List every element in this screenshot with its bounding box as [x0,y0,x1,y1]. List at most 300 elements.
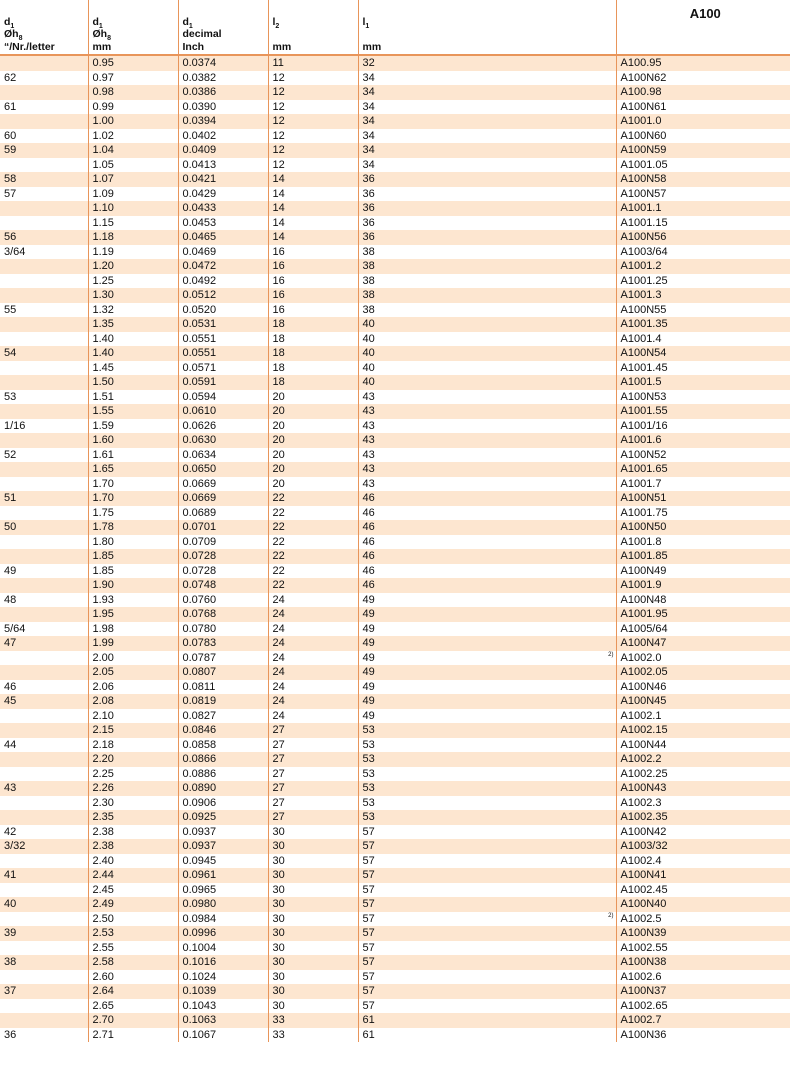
article-code: A1002.6 [620,970,662,983]
table-row [0,375,790,390]
flute-length-cell: 22 [268,491,358,506]
flute-length-cell: 27 [268,810,358,825]
article-code: A100N47 [620,637,667,649]
flute-length-cell: 11 [268,55,358,71]
size-cell [0,404,88,419]
table-row [0,520,790,535]
article-code-cell [616,506,790,521]
diameter-inch-cell: 0.0429 [178,187,268,202]
article-code: A1003/32 [620,840,668,852]
article-code: A1001.5 [620,376,662,388]
size-cell [0,941,88,956]
size-cell: 55 [0,303,88,318]
size-cell [0,55,88,71]
diameter-mm-cell: 1.05 [88,158,178,173]
overall-length-cell: 34 [358,129,616,144]
table-row [0,622,790,637]
table-row [0,506,790,521]
header-symbol: d [92,15,99,28]
diameter-mm-cell: 1.35 [88,317,178,332]
flute-length-cell: 20 [268,404,358,419]
article-code: A1002.3 [620,796,662,809]
overall-length-cell: 61 [358,1028,616,1043]
size-cell [0,1013,88,1028]
overall-length-cell: 49 [358,651,616,666]
diameter-inch-cell: 0.0819 [178,694,268,709]
diameter-inch-cell: 0.0890 [178,781,268,796]
table-row [0,259,790,274]
diameter-mm-cell: 1.99 [88,636,178,651]
article-code: A1002.25 [620,767,668,780]
size-cell [0,999,88,1014]
table-row [0,897,790,912]
article-code: A1001.2 [620,260,662,272]
article-code: A100N58 [620,173,667,185]
diameter-mm-cell: 0.95 [88,55,178,71]
diameter-inch-cell: 0.1016 [178,955,268,970]
diameter-inch-cell: 0.1043 [178,999,268,1014]
diameter-inch-cell: 0.0807 [178,665,268,680]
article-code: A100N36 [620,1028,667,1041]
overall-length-cell: 49 [358,680,616,695]
diameter-mm-cell: 2.26 [88,781,178,796]
table-row [0,868,790,883]
table-row [0,491,790,506]
article-code: A1002.4 [620,854,662,867]
table-row [0,274,790,289]
table-row [0,346,790,361]
header-tolerance: Øh [4,28,19,40]
diameter-inch-cell: 0.0669 [178,477,268,492]
article-code: A100N38 [620,956,667,968]
article-code-cell [616,390,790,405]
article-code-cell [616,665,790,680]
overall-length-cell: 49 [358,593,616,608]
article-code: A100N53 [620,390,667,403]
flute-length-cell: 30 [268,897,358,912]
overall-length-cell: 53 [358,796,616,811]
article-code-cell [616,593,790,608]
diameter-inch-cell: 0.0937 [178,825,268,840]
size-cell [0,216,88,231]
article-code-cell [616,55,790,71]
article-code: A1005/64 [620,622,668,635]
diameter-inch-cell: 0.0846 [178,723,268,738]
table-row [0,607,790,622]
overall-length-cell: 57 [358,825,616,840]
article-code-cell [616,216,790,231]
table-row [0,723,790,738]
diameter-inch-cell: 0.0827 [178,709,268,724]
article-code-cell [616,85,790,100]
overall-length-cell: 38 [358,303,616,318]
overall-length-cell: 36 [358,201,616,216]
diameter-inch-cell: 0.0866 [178,752,268,767]
article-code: A100N62 [620,71,667,84]
article-code-cell [616,491,790,506]
overall-length-cell: 53 [358,723,616,738]
diameter-mm-cell: 1.85 [88,549,178,564]
article-code: A1002.7 [620,1014,662,1026]
flute-length-cell: 30 [268,941,358,956]
article-code: A1001/16 [620,419,668,432]
size-cell: 52 [0,448,88,463]
overall-length-cell: 34 [358,71,616,86]
article-code: A1001.35 [620,318,668,330]
diameter-mm-cell: 1.55 [88,404,178,419]
table-row [0,825,790,840]
article-code: A100N54 [620,347,667,359]
table-row [0,738,790,753]
diameter-inch-cell: 0.0937 [178,839,268,854]
diameter-inch-cell: 0.0394 [178,114,268,129]
flute-length-cell: 18 [268,346,358,361]
diameter-mm-cell: 1.20 [88,259,178,274]
size-cell: 39 [0,926,88,941]
article-code-cell [616,477,790,492]
table-row [0,448,790,463]
diameter-inch-cell: 0.0906 [178,796,268,811]
table-row [0,390,790,405]
flute-length-cell: 22 [268,506,358,521]
diameter-inch-cell: 0.0469 [178,245,268,260]
article-code: A100.98 [620,86,662,98]
size-cell [0,549,88,564]
table-row [0,404,790,419]
article-code: A1002.55 [620,941,668,954]
diameter-inch-cell: 0.0748 [178,578,268,593]
size-cell [0,85,88,100]
diameter-mm-cell: 0.98 [88,85,178,100]
overall-length-cell: 46 [358,520,616,535]
article-code-cell [616,578,790,593]
diameter-mm-cell: 1.78 [88,520,178,535]
flute-length-cell: 24 [268,593,358,608]
size-cell [0,158,88,173]
diameter-inch-cell: 0.0787 [178,651,268,666]
article-code: A100N61 [620,100,667,113]
flute-length-cell: 12 [268,100,358,115]
diameter-inch-cell: 0.1067 [178,1028,268,1043]
size-cell: 60 [0,129,88,144]
article-code: A1001.25 [620,274,668,287]
footnote-marker: 2) [608,912,614,919]
size-cell [0,332,88,347]
table-row [0,332,790,347]
table-row [0,593,790,608]
diameter-inch-cell: 0.0453 [178,216,268,231]
diameter-inch-cell: 0.0768 [178,607,268,622]
flute-length-cell: 27 [268,796,358,811]
diameter-mm-cell: 2.44 [88,868,178,883]
diameter-mm-cell: 0.97 [88,71,178,86]
article-code: A100N46 [620,680,667,693]
flute-length-cell: 24 [268,665,358,680]
size-cell [0,433,88,448]
diameter-mm-cell: 1.95 [88,607,178,622]
header-unit: mm [362,40,382,53]
article-code: A1002.2 [620,753,662,765]
flute-length-cell: 12 [268,143,358,158]
overall-length-cell: 38 [358,274,616,289]
overall-length-cell: 53 [358,781,616,796]
overall-length-cell: 49 [358,709,616,724]
article-code: A1001.1 [620,202,662,214]
article-code-cell [616,926,790,941]
size-cell [0,796,88,811]
overall-length-cell: 57 [358,883,616,898]
size-cell [0,912,88,927]
header-symbol: l [272,15,276,28]
article-code-cell [616,680,790,695]
diameter-inch-cell: 0.0551 [178,332,268,347]
article-code: A1002.1 [620,709,662,722]
flute-length-cell: 24 [268,651,358,666]
article-code-cell [616,970,790,985]
size-cell: 53 [0,390,88,405]
header-symbol-subscript: 1 [365,22,370,30]
table-row [0,549,790,564]
overall-length-cell: 61 [358,1013,616,1028]
table-row [0,941,790,956]
flute-length-cell: 16 [268,259,358,274]
article-code-cell [616,462,790,477]
table-row [0,187,790,202]
size-cell [0,752,88,767]
article-code: A1002.5 [620,912,662,925]
diameter-mm-cell: 1.65 [88,462,178,477]
overall-length-cell: 46 [358,506,616,521]
overall-length-cell: 57 [358,854,616,869]
table-row [0,433,790,448]
article-code-cell [616,738,790,753]
flute-length-cell: 33 [268,1028,358,1043]
header-article-code: A100 [616,0,790,55]
diameter-inch-cell: 0.0728 [178,549,268,564]
diameter-inch-cell: 0.0886 [178,767,268,782]
diameter-mm-cell: 1.15 [88,216,178,231]
diameter-inch-cell: 0.1004 [178,941,268,956]
diameter-inch-cell: 0.0512 [178,288,268,303]
size-cell [0,201,88,216]
flute-length-cell: 16 [268,245,358,260]
flute-length-cell: 14 [268,187,358,202]
diameter-mm-cell: 2.20 [88,752,178,767]
overall-length-cell: 57 [358,868,616,883]
diameter-inch-cell: 0.1039 [178,984,268,999]
table-row [0,172,790,187]
article-code: A1001.8 [620,535,662,548]
overall-length-cell: 34 [358,143,616,158]
size-cell: 48 [0,593,88,608]
table-body [0,55,790,1042]
overall-length-cell: 57 [358,984,616,999]
size-cell [0,578,88,593]
flute-length-cell: 30 [268,970,358,985]
diameter-mm-cell: 1.40 [88,332,178,347]
flute-length-cell: 16 [268,303,358,318]
diameter-inch-cell: 0.0492 [178,274,268,289]
diameter-inch-cell: 0.0465 [178,230,268,245]
diameter-inch-cell: 0.0472 [178,259,268,274]
table-row [0,245,790,260]
table-row [0,201,790,216]
article-code: A100N60 [620,129,667,142]
size-cell: 45 [0,694,88,709]
diameter-mm-cell: 1.00 [88,114,178,129]
table-row [0,55,790,71]
size-cell [0,970,88,985]
diameter-inch-cell: 0.0760 [178,593,268,608]
diameter-inch-cell: 0.0925 [178,810,268,825]
flute-length-cell: 18 [268,317,358,332]
size-cell [0,361,88,376]
diameter-mm-cell: 2.65 [88,999,178,1014]
overall-length-cell: 53 [358,738,616,753]
overall-length-cell: 53 [358,767,616,782]
size-cell [0,259,88,274]
size-cell [0,651,88,666]
table-row [0,955,790,970]
size-cell: 38 [0,955,88,970]
size-cell: 40 [0,897,88,912]
article-code-cell [616,274,790,289]
overall-length-cell: 36 [358,187,616,202]
overall-length-cell: 53 [358,810,616,825]
table-row [0,883,790,898]
flute-length-cell: 27 [268,723,358,738]
table-row [0,926,790,941]
size-cell: 42 [0,825,88,840]
overall-length-cell: 43 [358,462,616,477]
footnote-marker: 2) [608,651,614,658]
header-symbol: d [4,15,11,28]
diameter-inch-cell: 0.0374 [178,55,268,71]
header-symbol-subscript: 2 [275,22,280,30]
article-code-cell [616,129,790,144]
flute-length-cell: 33 [268,1013,358,1028]
article-code-cell [616,259,790,274]
flute-length-cell: 16 [268,274,358,289]
diameter-inch-cell: 0.0594 [178,390,268,405]
size-cell: 1/16 [0,419,88,434]
overall-length-cell: 49 [358,636,616,651]
table-row [0,303,790,318]
flute-length-cell: 30 [268,926,358,941]
flute-length-cell: 12 [268,158,358,173]
article-code-cell [616,810,790,825]
article-code-cell [616,622,790,637]
article-code-cell [616,549,790,564]
diameter-inch-cell: 0.0433 [178,201,268,216]
flute-length-cell: 24 [268,694,358,709]
header-tolerance: Øh [92,28,108,40]
article-code: A1002.15 [620,724,668,736]
article-code: A100N37 [620,985,667,997]
size-cell [0,810,88,825]
diameter-inch-cell: 0.0390 [178,100,268,115]
diameter-inch-cell: 0.0728 [178,564,268,579]
overall-length-cell: 49 [358,622,616,637]
article-code-cell [616,520,790,535]
diameter-mm-cell: 2.15 [88,723,178,738]
table-row [0,317,790,332]
diameter-mm-cell: 1.30 [88,288,178,303]
overall-length-cell: 34 [358,85,616,100]
diameter-mm-cell: 2.00 [88,651,178,666]
size-cell: 41 [0,868,88,883]
overall-length-cell: 36 [358,230,616,245]
diameter-mm-cell: 2.45 [88,883,178,898]
overall-length-cell: 49 [358,694,616,709]
diameter-inch-cell: 0.0709 [178,535,268,550]
table-row [0,839,790,854]
size-cell [0,477,88,492]
table-row [0,781,790,796]
flute-length-cell: 22 [268,549,358,564]
diameter-mm-cell: 1.40 [88,346,178,361]
overall-length-cell: 46 [358,491,616,506]
article-code: A1001.6 [620,434,662,446]
flute-length-cell: 22 [268,564,358,579]
article-code: A100N59 [620,144,667,156]
overall-length-cell: 43 [358,390,616,405]
size-cell: 37 [0,984,88,999]
diameter-inch-cell: 0.0701 [178,520,268,535]
article-code-cell [616,535,790,550]
article-code: A1001.75 [620,506,668,519]
diameter-mm-cell: 2.58 [88,955,178,970]
table-row [0,158,790,173]
article-code: A1001.45 [620,361,668,374]
size-cell: 43 [0,781,88,796]
diameter-mm-cell: 1.75 [88,506,178,521]
flute-length-cell: 30 [268,999,358,1014]
diameter-mm-cell: 1.25 [88,274,178,289]
article-code-cell [616,709,790,724]
overall-length-cell: 34 [358,114,616,129]
table-row [0,85,790,100]
table-row [0,709,790,724]
diameter-mm-cell: 1.59 [88,419,178,434]
table-row [0,129,790,144]
article-code: A100N52 [620,448,667,461]
overall-length-cell: 34 [358,158,616,173]
article-code-cell [616,1013,790,1028]
article-code: A1001.9 [620,579,662,591]
flute-length-cell: 24 [268,607,358,622]
flute-length-cell: 30 [268,955,358,970]
article-code: A1002.0 [620,651,662,664]
size-cell [0,535,88,550]
article-code: A1002.65 [620,999,668,1012]
article-code: A1002.35 [620,811,668,823]
article-code-cell [616,303,790,318]
diameter-inch-cell: 0.0650 [178,462,268,477]
diameter-mm-cell: 2.08 [88,694,178,709]
article-code-cell [616,999,790,1014]
diameter-mm-cell: 1.02 [88,129,178,144]
overall-length-cell: 38 [358,288,616,303]
overall-length-cell: 40 [358,317,616,332]
flute-length-cell: 20 [268,433,358,448]
flute-length-cell: 18 [268,361,358,376]
article-code: A100N50 [620,521,667,533]
diameter-inch-cell: 0.0780 [178,622,268,637]
diameter-mm-cell: 0.99 [88,100,178,115]
article-code-cell [616,346,790,361]
size-cell [0,883,88,898]
